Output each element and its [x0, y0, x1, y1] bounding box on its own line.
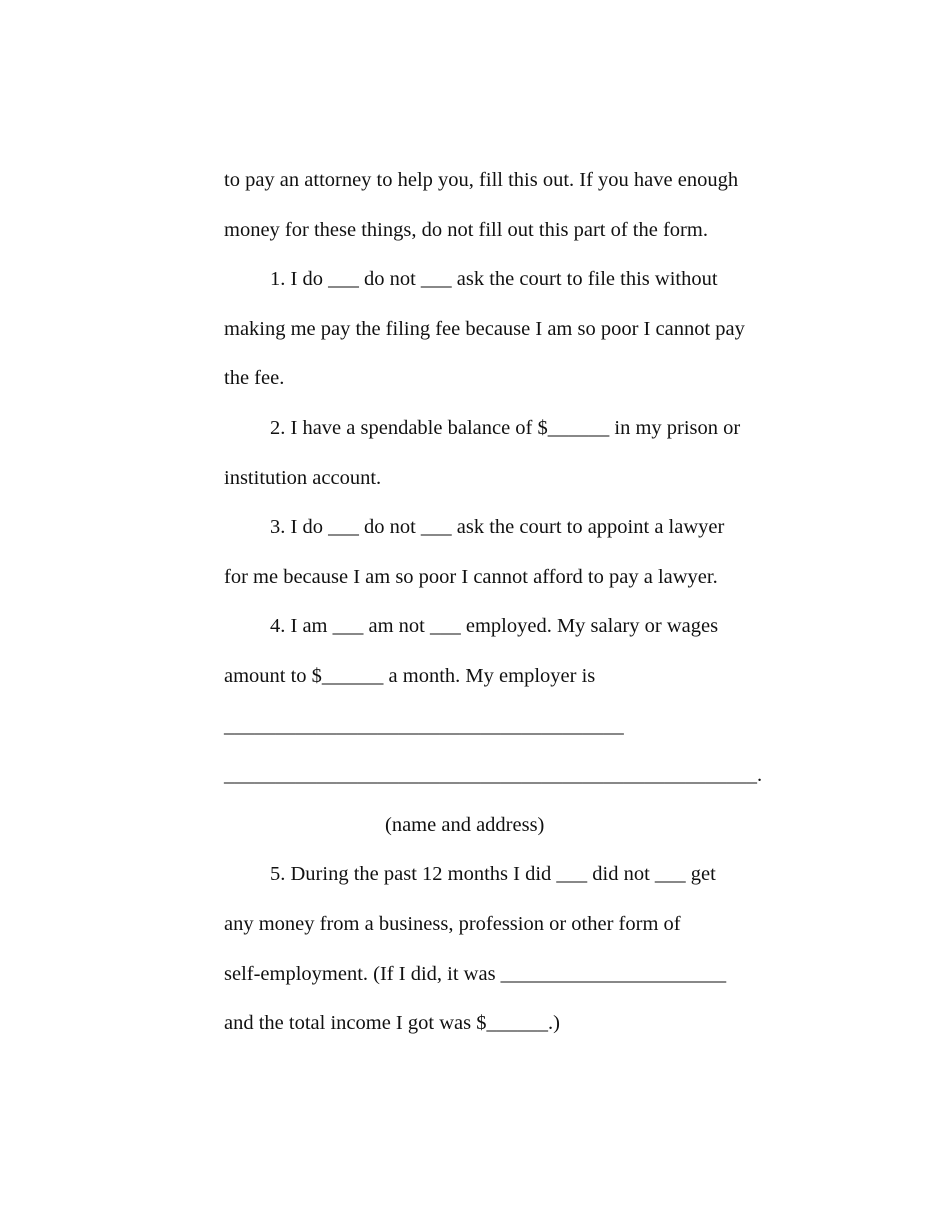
item-5-line-3: self-employment. (If I did, it was ______________________ — [224, 962, 727, 985]
item-2-line-2: institution account. — [224, 466, 382, 489]
item-3-line-2: for me because I am so poor I cannot afford to pay a lawyer. — [224, 565, 718, 588]
item-5-line-2: any money from a business, profession or other form of — [224, 912, 681, 935]
item-1-line-1: 1. I do ___ do not ___ ask the court to file this without — [270, 268, 718, 291]
employer-blank-line-1: _______________________________________ — [224, 714, 624, 737]
item-4-line-2: amount to $______ a month. My employer is — [224, 664, 596, 687]
form-page — [224, 163, 794, 1056]
intro-line-1: to pay an attorney to help you, fill this out. If you have enough — [224, 169, 739, 191]
item-3-line-1: 3. I do ___ do not ___ ask the court to appoint a lawyer — [270, 516, 725, 539]
item-1-line-2: making me pay the filing fee because I am so poor I cannot pay — [224, 317, 745, 340]
item-5-line-1: 5. During the past 12 months I did ___ did not ___ get — [270, 863, 716, 886]
item-5-line-4: and the total income I got was $______.) — [224, 1012, 560, 1035]
intro-line-2: money for these things, do not fill out this part of the form. — [224, 218, 708, 241]
item-2-line-1: 2. I have a spendable balance of $______ in my prison or — [270, 416, 741, 439]
item-4-line-1: 4. I am ___ am not ___ employed. My salary or wages — [270, 615, 719, 638]
item-1-line-3: the fee. — [224, 367, 285, 390]
employer-blank-line-2: ____________________________________________________. — [224, 764, 763, 787]
name-address-caption: (name and address) — [385, 813, 545, 836]
